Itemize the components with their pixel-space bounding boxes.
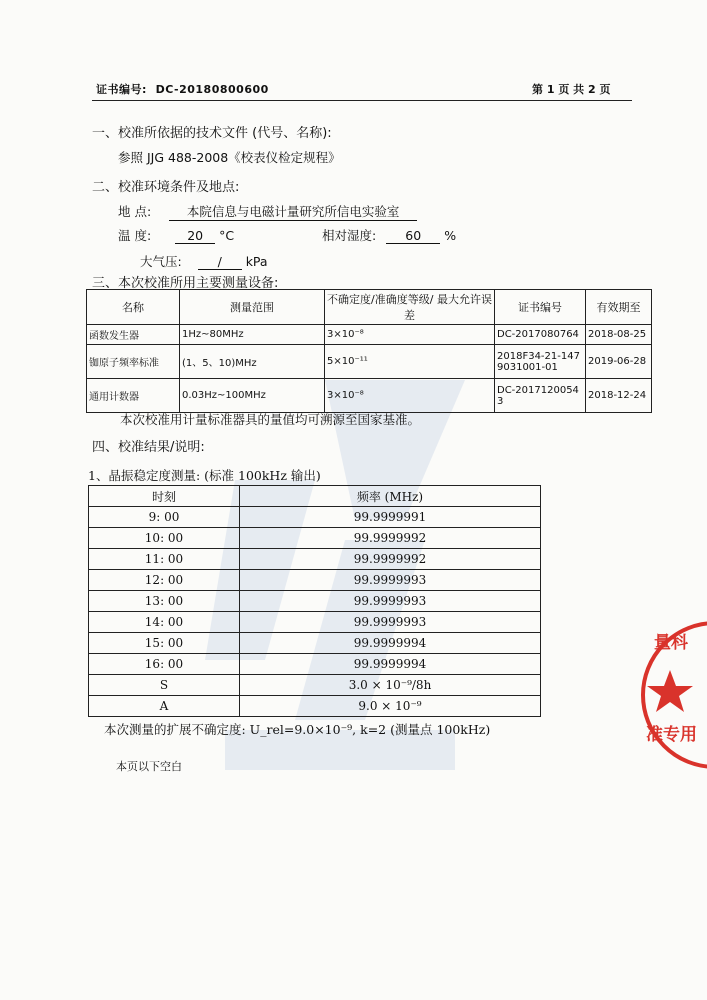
certificate-number: 证书编号: DC-20180800600 (96, 83, 269, 96)
column-header: 有效期至 (586, 290, 652, 325)
section1-content: 参照 JJG 488-2008《校表仪检定规程》 (118, 150, 341, 165)
official-seal (640, 620, 707, 770)
temperature-value: 20 (175, 228, 215, 244)
table-cell: 铷原子频率标准 (87, 345, 180, 379)
location-value: 本院信息与电磁计量研究所信电实验室 (169, 202, 417, 221)
column-header: 证书编号 (495, 290, 586, 325)
table-row: 14: 00 99.9999993 (89, 612, 541, 633)
section4-title: 四、校准结果/说明: (92, 440, 205, 455)
table-row: 10: 00 99.9999992 (89, 528, 541, 549)
table-cell: 通用计数器 (87, 379, 180, 413)
traceability-note: 本次校准用计量标准器具的量值均可溯源至国家基准。 (120, 412, 421, 427)
table-cell: 3×10⁻⁸ (325, 325, 495, 345)
section3-title: 三、本次校准所用主要测量设备: (92, 276, 279, 291)
table-cell: 2018-08-25 (586, 325, 652, 345)
column-header: 名称 (87, 290, 180, 325)
section2-title: 二、校准环境条件及地点: (92, 180, 240, 195)
temperature-row: 温 度: 20 °C (118, 228, 235, 243)
column-header: 不确定度/准确度等级/ 最大允许误差 (325, 290, 495, 325)
table-row: 15: 00 99.9999994 (89, 633, 541, 654)
crystal-stability-heading: 1、晶振稳定度测量: (标准 100kHz 输出) (88, 468, 321, 483)
table-row (87, 325, 652, 345)
table-cell: DC-2017080764 (495, 325, 586, 345)
table-row: 13: 00 99.9999993 (89, 591, 541, 612)
location-row: 地 点: 本院信息与电磁计量研究所信电实验室 (118, 202, 417, 221)
humidity-row: 相对湿度: 60 % (322, 228, 457, 243)
table-header-row (89, 486, 541, 507)
table-cell: 2019-06-28 (586, 345, 652, 379)
header-divider (92, 100, 632, 101)
table-row (87, 379, 652, 413)
accuracy-row: A 9.0 × 10⁻⁹ (89, 696, 541, 717)
column-header: 频率 (MHz) (240, 486, 541, 507)
stability-row: S 3.0 × 10⁻⁹/8h (89, 675, 541, 696)
uncertainty-statement: 本次测量的扩展不确定度: U_rel=9.0×10⁻⁹, k=2 (测量点 100kHz) (104, 722, 491, 737)
column-header: 测量范围 (180, 290, 325, 325)
seal-top-text: 量科 (654, 633, 688, 653)
blank-page-note: 本页以下空白 (116, 760, 182, 773)
table-cell: 5×10⁻¹¹ (325, 345, 495, 379)
table-cell: 2018F34-21-1479031001-01 (495, 345, 586, 379)
table-row (87, 345, 652, 379)
table-cell: (1、5、10)MHz (180, 345, 325, 379)
table-cell: 1Hz~80MHz (180, 325, 325, 345)
table-cell: 3×10⁻⁸ (325, 379, 495, 413)
table-cell: 0.03Hz~100MHz (180, 379, 325, 413)
table-row: 12: 00 99.9999993 (89, 570, 541, 591)
table-row: 16: 00 99.9999994 (89, 654, 541, 675)
frequency-table (88, 485, 541, 717)
equipment-table (86, 289, 652, 413)
seal-bottom-text: 准专用 (646, 725, 697, 745)
star-icon (647, 670, 693, 712)
pressure-value: / (198, 254, 242, 270)
table-cell: 函数发生器 (87, 325, 180, 345)
section1-title: 一、校准所依据的技术文件 (代号、名称): (92, 126, 332, 141)
column-header: 时刻 (89, 486, 240, 507)
table-cell: 2018-12-24 (586, 379, 652, 413)
humidity-value: 60 (386, 228, 440, 244)
table-header-row (87, 290, 652, 325)
pressure-row: 大气压: / kPa (140, 254, 268, 269)
table-row: 11: 00 99.9999992 (89, 549, 541, 570)
table-cell: DC-20171200543 (495, 379, 586, 413)
page-info: 第 1 页 共 2 页 (532, 83, 611, 96)
table-row: 9: 00 99.9999991 (89, 507, 541, 528)
